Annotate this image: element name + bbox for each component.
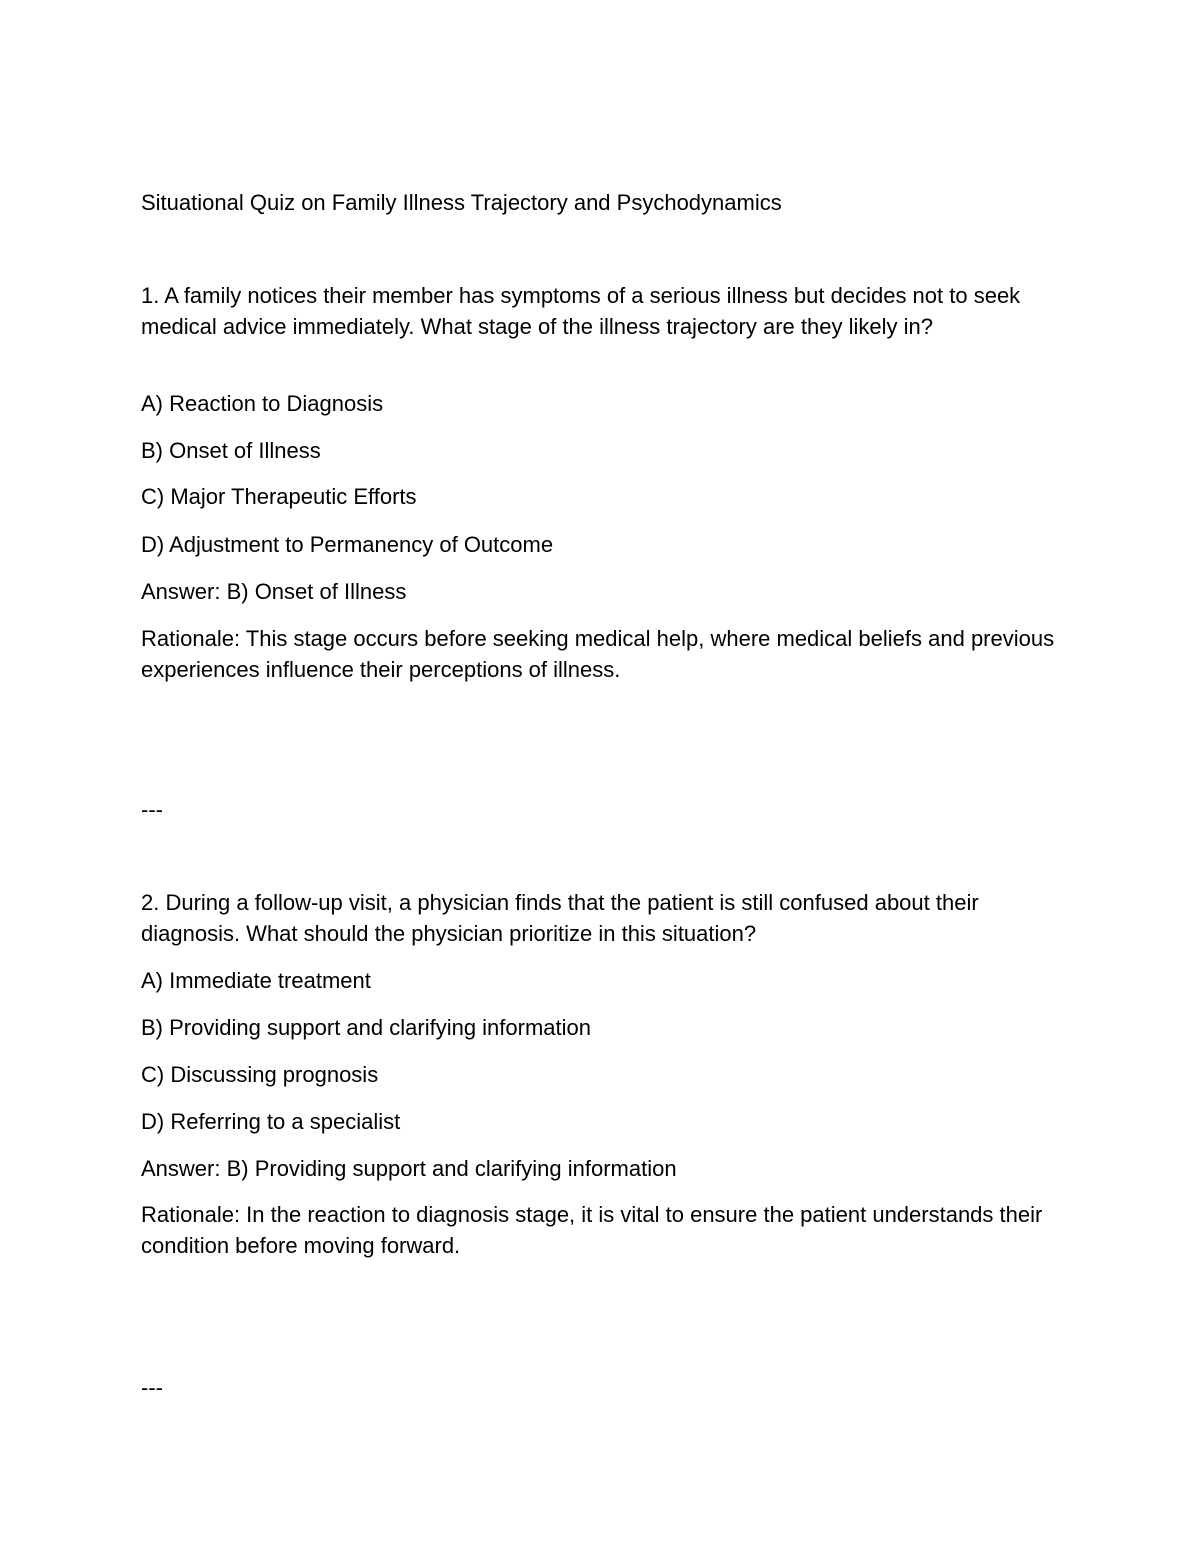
question-1-option-c: C) Major Therapeutic Efforts: [141, 484, 417, 509]
question-2-option-a: A) Immediate treatment: [141, 968, 371, 993]
question-2-answer: Answer: B) Providing support and clarifying information: [141, 1156, 677, 1181]
question-2-option-c: C) Discussing prognosis: [141, 1062, 379, 1087]
separator: ---: [141, 797, 163, 822]
question-2-rationale: Rationale: In the reaction to diagnosis stage, it is vital to ensure the patient understands their condition before moving forward.: [141, 1202, 1043, 1258]
question-1-option-d: D) Adjustment to Permanency of Outcome: [141, 532, 554, 557]
question-1-option-a: A) Reaction to Diagnosis: [141, 391, 384, 416]
question-2-option-b: B) Providing support and clarifying information: [141, 1015, 592, 1040]
question-1-option-b: B) Onset of Illness: [141, 438, 321, 463]
question-1-stem: 1. A family notices their member has symptoms of a serious illness but decides not to seek medical advice immediately. What stage of the illness trajectory are they likely in?: [141, 283, 1021, 339]
separator: ---: [141, 1375, 163, 1400]
question-1-rationale: Rationale: This stage occurs before seeking medical help, where medical beliefs and previous experiences influence their perceptions of illness.: [141, 626, 1055, 682]
question-2-stem: 2. During a follow-up visit, a physician finds that the patient is still confused about their diagnosis. What should the physician prioritize in this situation?: [141, 890, 979, 946]
question-1-answer: Answer: B) Onset of Illness: [141, 579, 407, 604]
question-2-option-d: D) Referring to a specialist: [141, 1109, 401, 1134]
document-title: Situational Quiz on Family Illness Trajectory and Psychodynamics: [141, 190, 782, 215]
